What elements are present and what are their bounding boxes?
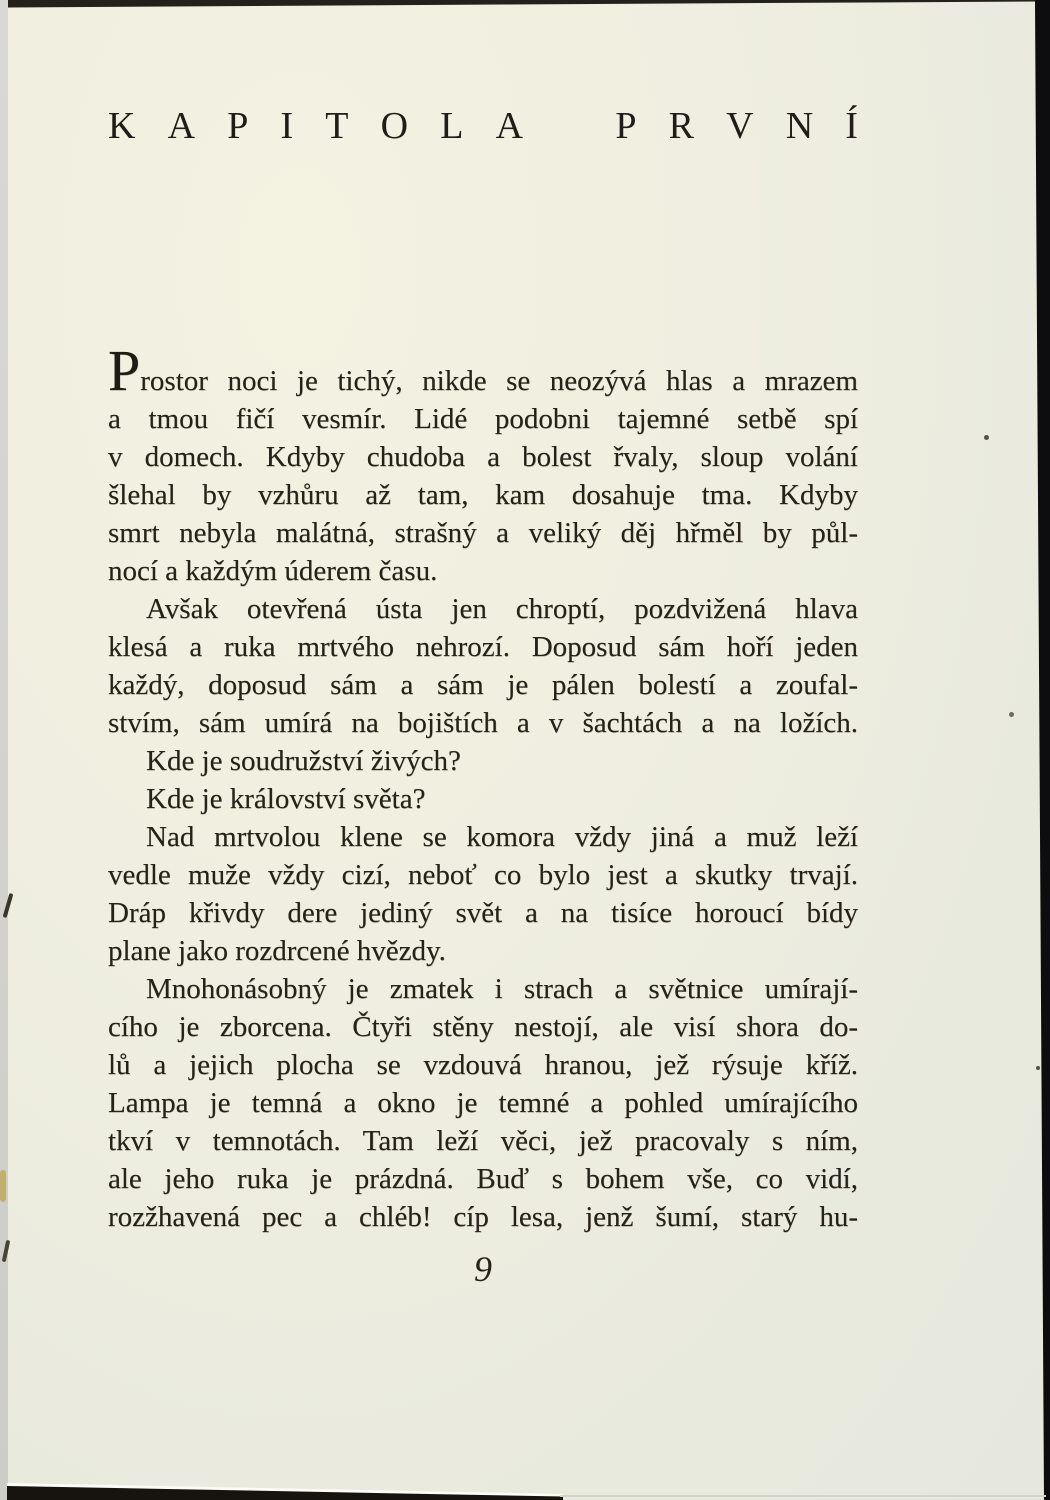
text-line: v domech. Kdyby chudoba a bolest řvaly, sloup volání bbox=[108, 441, 858, 473]
text-line: každý, doposud sám a sám je pálen bolestí a zoufal- bbox=[108, 669, 858, 701]
chapter-letter: A bbox=[167, 105, 196, 147]
chapter-letter: N bbox=[785, 105, 814, 147]
scan-left-strip bbox=[0, 0, 8, 1500]
text-line: tkví v temnotách. Tam leží věci, jež pracovaly s ním, bbox=[108, 1125, 858, 1157]
scan-edge-bottom-faint bbox=[560, 1495, 1046, 1497]
chapter-letter: P bbox=[615, 105, 637, 147]
text-line: lů a jejich plocha se vzdouvá hranou, jež rýsuje kříž. bbox=[108, 1049, 858, 1081]
chapter-letter: K bbox=[108, 105, 136, 147]
chapter-letter: L bbox=[440, 105, 464, 147]
text-line: smrt nebyla malátná, strašný a veliký děj hřměl by půl- bbox=[108, 517, 858, 549]
text-line: klesá a ruka mrtvého nehrozí. Doposud sám hoří jeden bbox=[108, 631, 858, 663]
text-line: Dráp křivdy dere jediný svět a na tisíce horoucí bídy bbox=[108, 897, 858, 929]
text-line: rozžhavená pec a chléb! cíp lesa, jenž šumí, starý hu- bbox=[108, 1201, 858, 1233]
text-line: šlehal by vzhůru až tam, kam dosahuje tma. Kdyby bbox=[108, 479, 858, 511]
chapter-letter: I bbox=[280, 105, 294, 147]
body-text bbox=[108, 338, 858, 1236]
chapter-letter: A bbox=[495, 105, 524, 147]
scan-artifact-mark bbox=[0, 1170, 6, 1202]
text-line: nocí a každým úderem času. bbox=[108, 555, 438, 587]
text-line: stvím, sám umírá na bojištích a v šachtách a na ložích. bbox=[108, 707, 858, 739]
chapter-letter: O bbox=[380, 105, 409, 147]
text-line: a tmou fičí vesmír. Lidé podobni tajemné setbě spí bbox=[108, 403, 858, 435]
scan-artifact-speck bbox=[984, 435, 989, 440]
text-line: ale jeho ruka je prázdná. Buď s bohem vše, co vidí, bbox=[108, 1163, 858, 1195]
page-number: 9 bbox=[474, 1249, 492, 1289]
text-line: Avšak otevřená ústa jen chroptí, pozdvižená hlava bbox=[146, 593, 858, 625]
text-line: Prostor noci je tichý, nikde se neozývá hlas a mrazem bbox=[108, 338, 858, 403]
scan-artifact-speck bbox=[1036, 1066, 1040, 1070]
text-line: Kde je království světa? bbox=[146, 783, 426, 815]
drop-cap: P bbox=[108, 338, 141, 403]
text-line: Lampa je temná a okno je temné a pohled umírajícího bbox=[108, 1087, 858, 1119]
text-line: vedle muže vždy cizí, neboť co bylo jest a skutky trvají. bbox=[108, 859, 858, 891]
chapter-heading bbox=[108, 104, 858, 148]
text-line: Kde je soudružství živých? bbox=[146, 745, 461, 777]
chapter-letter: V bbox=[726, 105, 754, 147]
scan-artifact-speck bbox=[1009, 712, 1014, 717]
chapter-letter: P bbox=[227, 105, 249, 147]
text-line: Nad mrtvolou klene se komora vždy jiná a muž leží bbox=[146, 821, 858, 853]
chapter-word-gap bbox=[555, 104, 583, 148]
chapter-letter: Í bbox=[845, 105, 858, 147]
text-line: plane jako rozdrcené hvězdy. bbox=[108, 935, 446, 967]
chapter-letter: R bbox=[668, 105, 694, 147]
text-line: Mnohonásobný je zmatek i strach a světnice umírají- bbox=[146, 973, 858, 1005]
text-line: cího je zborcena. Čtyři stěny nestojí, ale visí shora do- bbox=[108, 1011, 858, 1043]
chapter-letter: T bbox=[325, 105, 349, 147]
